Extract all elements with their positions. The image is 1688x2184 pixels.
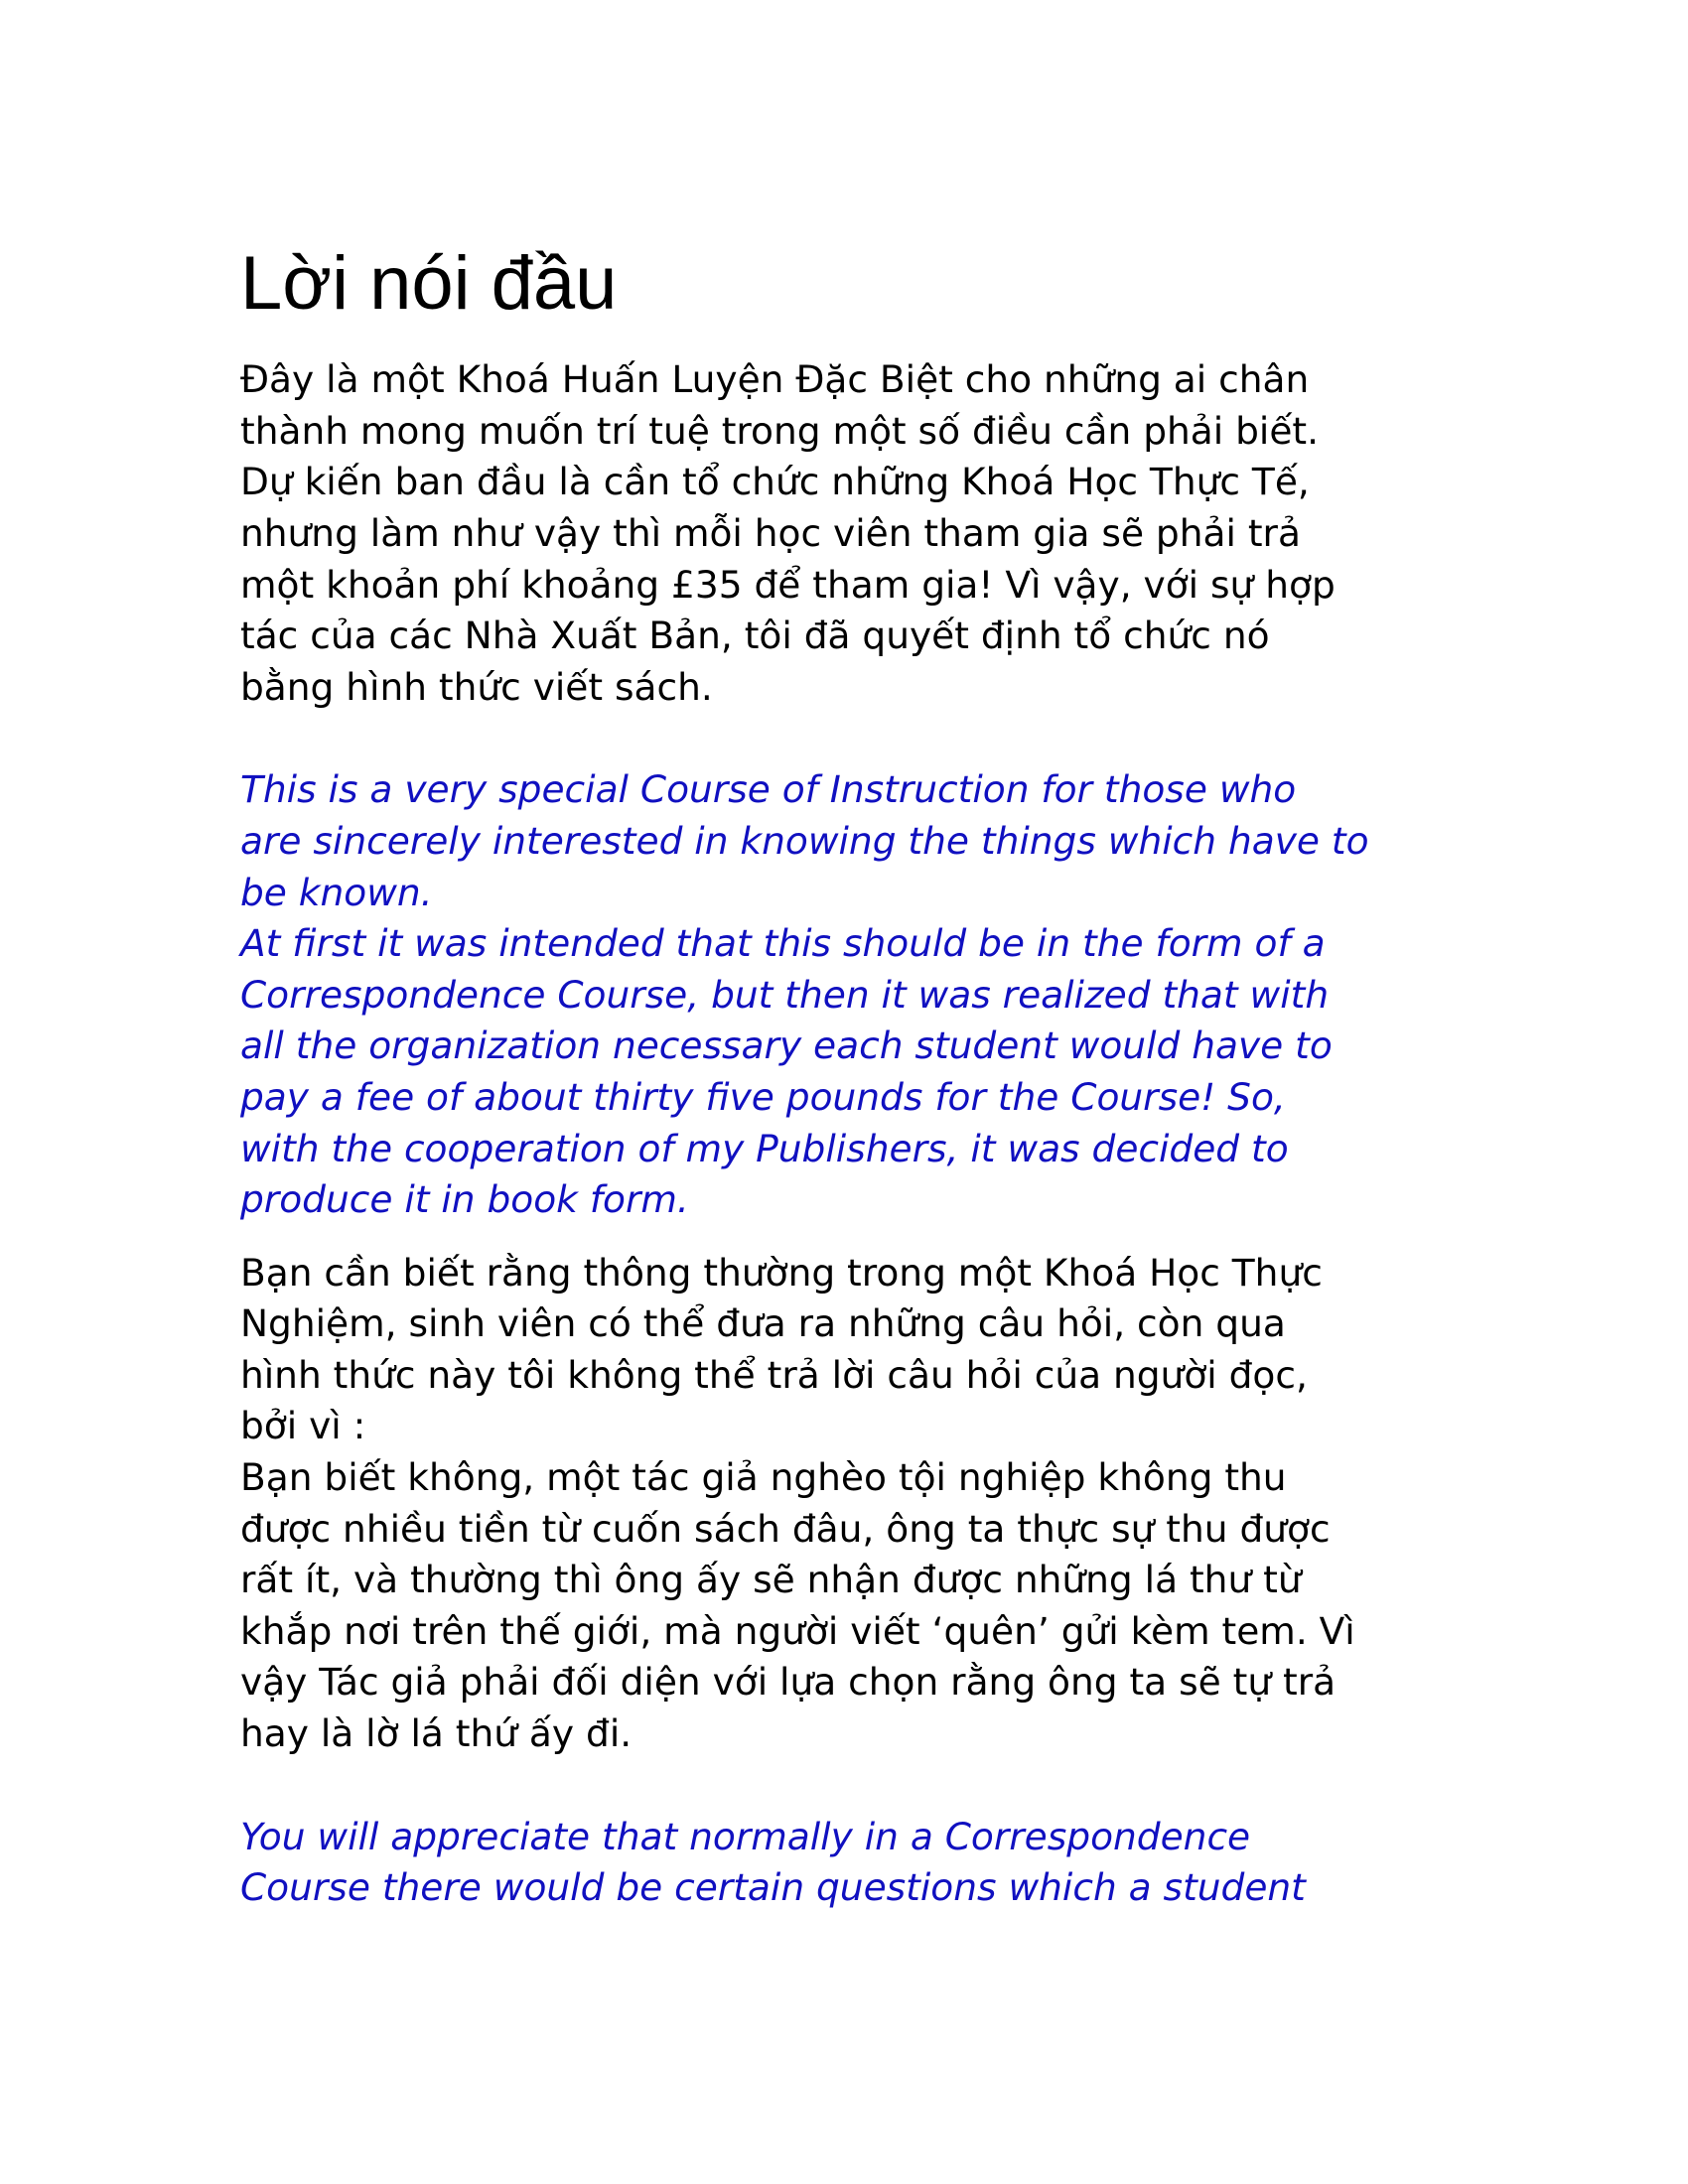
text-line: At first it was intended that this should be in the form of a: [240, 921, 1326, 966]
text-line: This is a very special Course of Instruction for those who: [240, 767, 1297, 812]
text-line: all the organization necessary each student would have to: [240, 1024, 1333, 1068]
text-line: hay là lờ lá thứ ấy đi.: [240, 1711, 633, 1756]
text-line: Đây là một Khoá Huấn Luyện Đặc Biệt cho những ai chân: [240, 357, 1310, 402]
text-line: rất ít, và thường thì ông ấy sẽ nhận được những lá thư từ: [240, 1558, 1302, 1602]
text-line: Course there would be certain questions which a student: [240, 1865, 1306, 1910]
text-line: nhưng làm như vậy thì mỗi học viên tham gia sẽ phải trả: [240, 510, 1301, 555]
text-line: Dự kiến ban đầu là cần tổ chức những Khoá Học Thực Tế,: [240, 460, 1310, 504]
text-line: tác của các Nhà Xuất Bản, tôi đã quyết định tổ chức nó: [240, 614, 1270, 658]
text-line: khắp nơi trên thế giới, mà người viết ‘quên’ gửi kèm tem. Vì: [240, 1608, 1355, 1653]
paragraph-spacer: [240, 1226, 1472, 1248]
document-page: [240, 238, 1472, 1914]
paragraph-questions-vietnamese: [240, 1248, 1472, 1760]
paragraph-questions-english: [240, 1812, 1472, 1914]
text-line: Nghiệm, sinh viên có thể đưa ra những câu hỏi, còn qua: [240, 1301, 1286, 1346]
text-line: một khoản phí khoảng £35 để tham gia! Vì vậy, với sự hợp: [240, 562, 1336, 607]
text-line: Bạn biết không, một tác giả nghèo tội nghiệp không thu: [240, 1455, 1287, 1500]
text-line: được nhiều tiền từ cuốn sách đâu, ông ta thực sự thu được: [240, 1506, 1331, 1551]
text-line: bởi vì :: [240, 1404, 366, 1448]
text-line: pay a fee of about thirty five pounds for the Course! So,: [240, 1074, 1286, 1119]
text-line: are sincerely interested in knowing the things which have to: [240, 818, 1369, 863]
text-line: hình thức này tôi không thể trả lời câu hỏi của người đọc,: [240, 1352, 1308, 1397]
paragraph-intro-english: [240, 764, 1472, 1225]
text-line: bằng hình thức viết sách.: [240, 664, 713, 709]
text-line: Correspondence Course, but then it was realized that with: [240, 972, 1330, 1017]
paragraph-spacer: [240, 713, 1472, 764]
text-line: You will appreciate that normally in a Correspondence: [240, 1814, 1251, 1858]
text-line: thành mong muốn trí tuệ trong một số điều cần phải biết.: [240, 408, 1320, 453]
text-line: with the cooperation of my Publishers, it was decided to: [240, 1126, 1289, 1170]
page-title: Lời nói đầu: [240, 241, 618, 326]
paragraph-intro-vietnamese: [240, 354, 1472, 713]
text-line: vậy Tác giả phải đối diện với lựa chọn rằng ông ta sẽ tự trả: [240, 1660, 1336, 1705]
text-line: be known.: [240, 870, 433, 914]
paragraph-spacer: [240, 1760, 1472, 1812]
text-line: Bạn cần biết rằng thông thường trong một Khoá Học Thực: [240, 1250, 1323, 1295]
text-line: produce it in book form.: [240, 1177, 689, 1222]
